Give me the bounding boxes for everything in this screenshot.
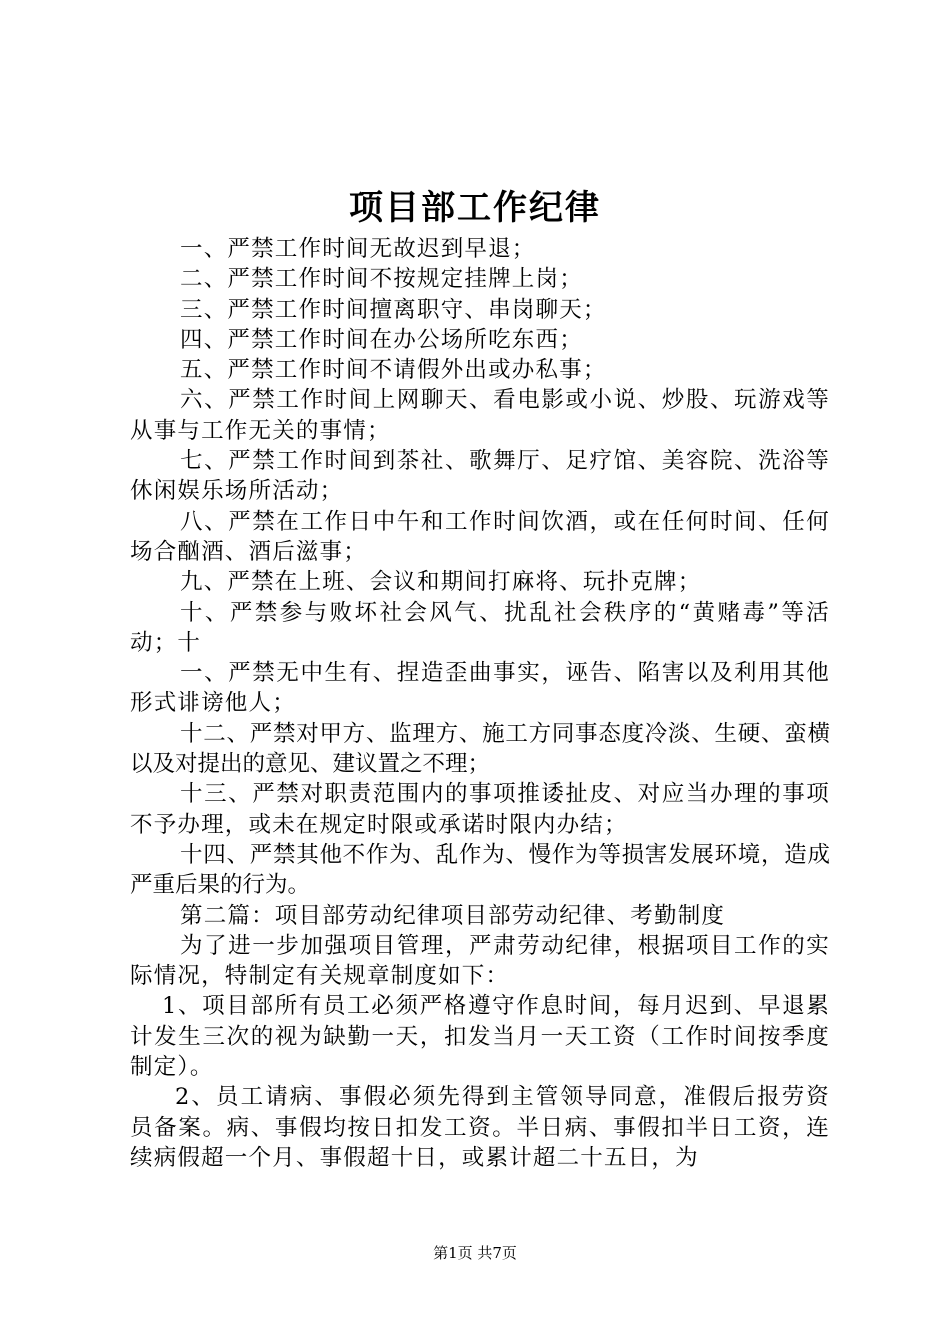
paragraph: 四、严禁工作时间在办公场所吃东西； [180,326,583,353]
paragraph: 五、严禁工作时间不请假外出或办私事； [180,357,607,384]
paragraph: 九、严禁在上班、会议和期间打麻将、玩扑克牌； [180,569,702,596]
document-body [130,234,830,1173]
paragraph: 十二、严禁对甲方、监理方、施工方同事态度冷淡、生硬、蛮横以及对提出的意见、建议置之不理； [130,720,830,778]
paragraph: 七、严禁工作时间到茶社、歌舞厅、足疗馆、美容院、洗浴等休闲娱乐场所活动； [130,448,830,505]
section-heading: 第二篇：项目部劳动纪律项目部劳动纪律、考勤制度 [180,902,726,929]
paragraph: 十三、严禁对职责范围内的事项推诿扯皮、对应当办理的事项不予办理，或未在规定时限或承诺时限内办结； [130,781,830,838]
paragraph: 八、严禁在工作日中午和工作时间饮酒，或在任何时间、任何场合酗酒、酒后滋事； [130,508,830,565]
document-title: 项目部工作纪律 [349,188,601,228]
paragraph: 一、严禁工作时间无故迟到早退； [180,236,536,262]
paragraph: 十四、严禁其他不作为、乱作为、慢作为等损害发展环境，造成严重后果的行为。 [130,841,830,899]
paragraph: 二、严禁工作时间不按规定挂牌上岗； [180,266,583,293]
paragraph: 1、项目部所有员工必须严格遵守作息时间，每月迟到、早退累计发生三次的视为缺勤一天，扣发当月一天工资（工作时间按季度制定）。 [130,993,830,1081]
paragraph: 2、员工请病、事假必须先得到主管领导同意，准假后报劳资员备案。病、事假均按日扣发工资。半日病、事假扣半日工资，连续病假超一个月、事假超十日，或累计超二十五日，为 [130,1084,830,1171]
paragraph: 一、严禁无中生有、捏造歪曲事实，诬告、陷害以及利用其他形式诽谤他人； [130,660,830,717]
paragraph: 十、严禁参与败坏社会风气、扰乱社会秩序的“黄赌毒”等活动；十 [130,599,830,656]
paragraph: 为了进一步加强项目管理，严肃劳动纪律，根据项目工作的实际情况，特制定有关规章制度如下： [130,932,830,990]
paragraph: 三、严禁工作时间擅离职守、串岗聊天； [180,296,607,323]
page-footer: 第1页 共7页 [433,1244,517,1262]
paragraph: 六、严禁工作时间上网聊天、看电影或小说、炒股、玩游戏等从事与工作无关的事情； [130,387,830,444]
